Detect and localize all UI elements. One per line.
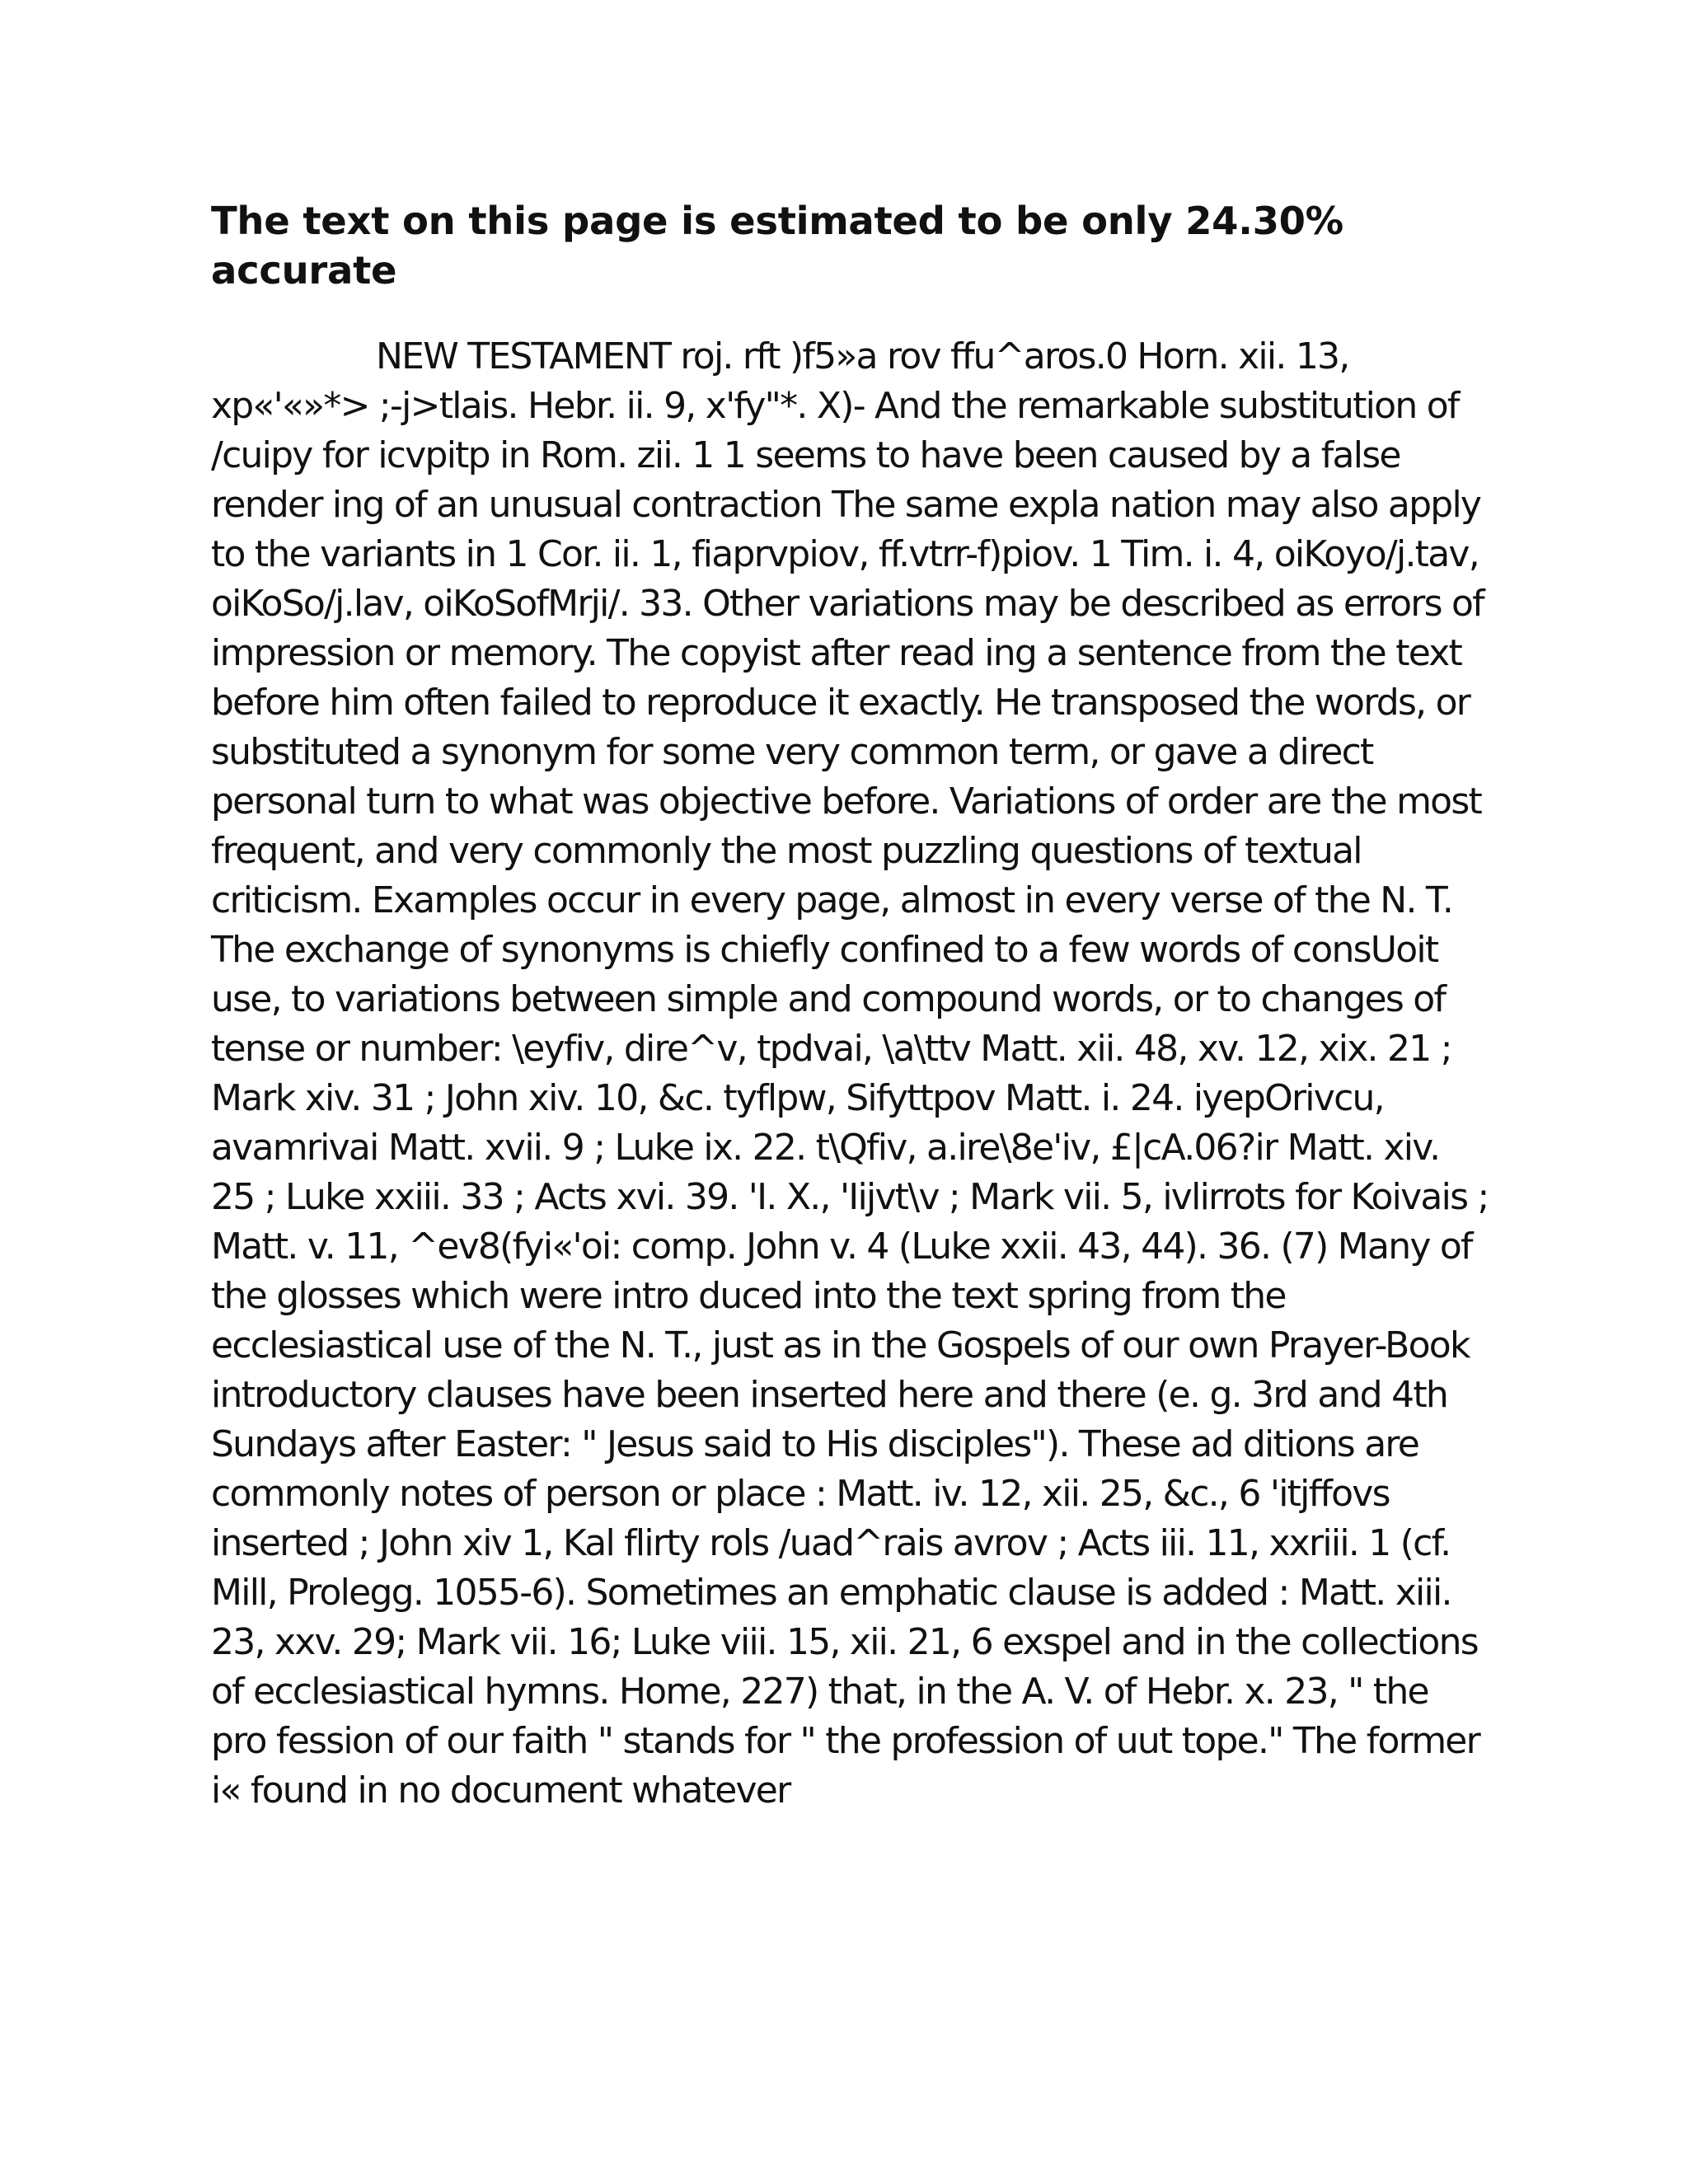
accuracy-notice-heading: The text on this page is estimated to be only 24.30% accurate	[211, 199, 1343, 293]
ocr-body-text: NEW TESTAMENT roj. rft )f5»a rov ffu^aros.0 Horn. xii. 13, xp«'«»*> ;-j>tlais. Hebr. ii. 9, x'fy"*. X)- And the remarkable substitution of /cuipy for icvpitp in Rom. zii. 1 1 seems to have been caused by a false render ing of an unusual contraction The same expla nation may also apply to the variants in 1 Cor. ii. 1, fiaprvpiov, ff.vtrr-f)piov. 1 Tim. i. 4, oiKoyo/j.tav, oiKoSo/j.lav, oiKoSofMrji/. 33. Other variations may be described as errors of impression or memory. The copyist after read ing a sentence from the text before him often failed to reproduce it exactly. He transposed the words, or substituted a synonym for some very common term, or gave a direct personal turn to what was objective before. Variations of order are the most frequent, and very commonly the most puzzling questions of textual criticism. Examples occur in every page, almost in every verse of the N. T. The exchange of synonyms is chiefly confined to a few words of consUoit use, to variations between simple and compound words, or to changes of tense or number: \eyfiv, dire^v, tpdvai, \a\ttv Matt. xii. 48, xv. 12, xix. 21 ; Mark xiv. 31 ; John xiv. 10, &c. tyflpw, Sifyttpov Matt. i. 24. iyepOrivcu, avamrivai Matt. xvii. 9 ; Luke ix. 22. t\Qfiv, a.ire\8e'iv, £|cA.06?ir Matt. xiv. 25 ; Luke xxiii. 33 ; Acts xvi. 39. 'I. X., 'Iijvt\v ; Mark vii. 5, ivlirrots for Koivais ; Matt. v. 11, ^ev8(fyi«'oi: comp. John v. 4 (Luke xxii. 43, 44). 36. (7) Many of the glosses which were intro duced into the text spring from the ecclesiastical use of the N. T., just as in the Gospels of our own Prayer-Book introductory clauses have been inserted here and there (e. g. 3rd and 4th Sundays after Easter: " Jesus said to His disciples"). These ad ditions are commonly notes of person or place : Matt. iv. 12, xii. 25, &c., 6 'itjffovs inserted ; John xiv 1, Kal flirty rols /uad^rais avrov ; Acts iii. 11, xxriii. 1 (cf. Mill, Prolegg. 1055-6). Sometimes an emphatic clause is added : Matt. xiii. 23, xxv. 29; Mark vii. 16; Luke viii. 15, xii. 21, 6 exspel and in the collections of ecclesiastical hymns. Home, 227) that, in the A. V. of Hebr. x. 23, " the pro fession of our faith " stands for " the profession of uut tope." The former i« found in no document whatever	[211, 335, 1489, 1811]
document-page	[211, 196, 1489, 1816]
